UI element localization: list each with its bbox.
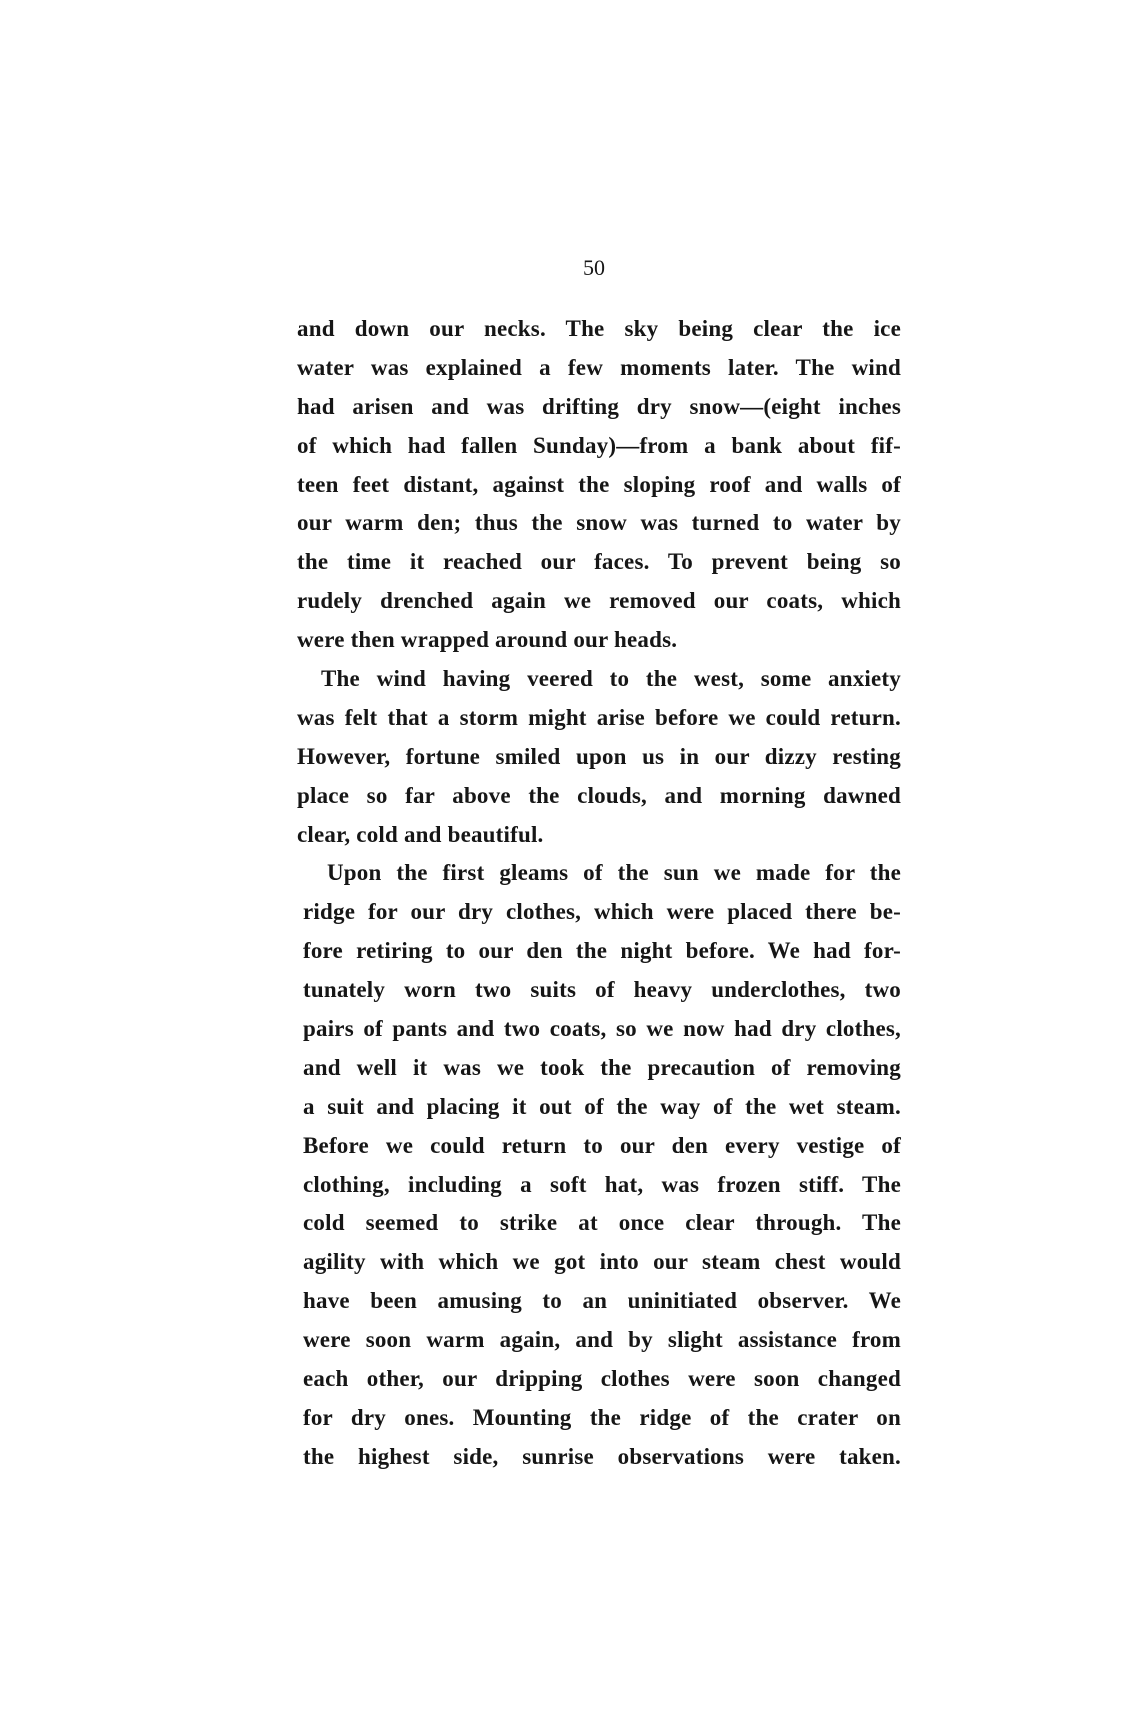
text-line: pairs of pants and two coats, so we now had dry clothes, [303, 1016, 901, 1042]
text-line: agility with which we got into our steam chest would [303, 1249, 901, 1275]
text-line: have been amusing to an uninitiated observer. We [303, 1288, 901, 1314]
text-line: Upon the first gleams of the sun we made for the [327, 860, 901, 886]
text-line: place so far above the clouds, and morning dawned [297, 782, 901, 808]
text-line: for dry ones. Mounting the ridge of the crater on [303, 1404, 901, 1430]
text-line: cold seemed to strike at once clear through. The [303, 1210, 901, 1236]
text-line: clear, cold and beautiful. [297, 821, 544, 847]
text-line: rudely drenched again we removed our coats, which [297, 588, 901, 614]
paragraph [297, 660, 901, 854]
text-line: the highest side, sunrise observations were taken. [303, 1443, 901, 1469]
text-line: clothing, including a soft hat, was frozen stiff. The [303, 1171, 901, 1197]
text-line: teen feet distant, against the sloping roof and walls of [297, 471, 901, 497]
text-line: ridge for our dry clothes, which were placed there be- [303, 899, 901, 925]
text-line: However, fortune smiled upon us in our dizzy resting [297, 743, 901, 769]
text-line: and down our necks. The sky being clear the ice [297, 316, 901, 341]
text-line: the time it reached our faces. To prevent being so [297, 549, 901, 575]
text-line: water was explained a few moments later. The wind [297, 354, 901, 380]
text-line: each other, our dripping clothes were soon changed [303, 1366, 901, 1392]
text-line: a suit and placing it out of the way of the wet steam. [303, 1093, 901, 1119]
text-line: Before we could return to our den every vestige of [303, 1132, 901, 1158]
text-line: was felt that a storm might arise before we could return. [297, 704, 901, 730]
text-line: had arisen and was drifting dry snow—(eight inches [297, 393, 901, 419]
text-line: and well it was we took the precaution of removing [303, 1054, 901, 1080]
text-line: our warm den; thus the snow was turned to water by [297, 510, 901, 536]
text-line: fore retiring to our den the night before. We had for- [303, 938, 901, 964]
text-line: were soon warm again, and by slight assistance from [303, 1327, 901, 1353]
text-line: of which had fallen Sunday)—from a bank about fif- [297, 432, 901, 458]
text-line: were then wrapped around our heads. [297, 627, 678, 653]
text-line: The wind having veered to the west, some anxiety [321, 666, 901, 692]
page-number: 50 [583, 255, 605, 280]
page-body [297, 310, 901, 1477]
paragraph [297, 310, 901, 660]
text-line: tunately worn two suits of heavy underclothes, two [303, 977, 901, 1003]
paragraph [297, 854, 901, 1476]
